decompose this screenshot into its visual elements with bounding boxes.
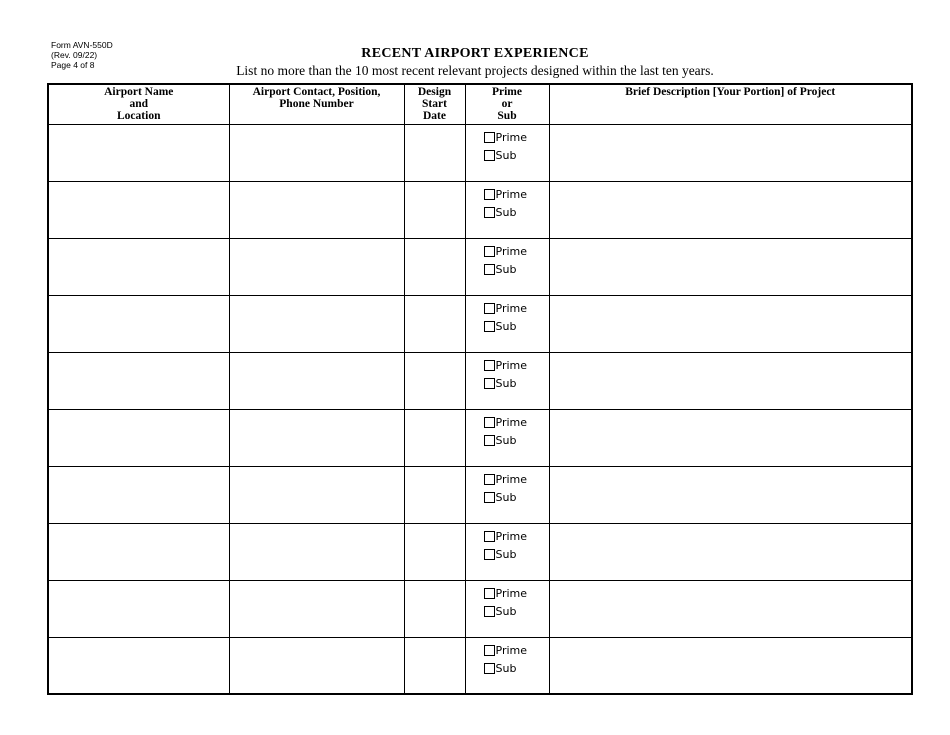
design-start-date-cell[interactable] bbox=[404, 238, 465, 295]
prime-sub-options bbox=[466, 353, 549, 393]
prime-checkbox[interactable] bbox=[484, 474, 495, 485]
sub-option[interactable] bbox=[484, 261, 549, 279]
table-header-row bbox=[48, 84, 912, 124]
prime-or-sub-cell bbox=[465, 124, 549, 181]
airport-name-cell[interactable] bbox=[48, 295, 229, 352]
page-title: RECENT AIRPORT EXPERIENCE bbox=[361, 46, 589, 61]
column-header-start-date bbox=[404, 84, 465, 124]
form-number: Form AVN-550D bbox=[51, 40, 113, 50]
sub-checkbox[interactable] bbox=[484, 207, 495, 218]
prime-or-sub-cell bbox=[465, 295, 549, 352]
prime-sub-options bbox=[466, 581, 549, 621]
prime-option[interactable] bbox=[484, 300, 549, 318]
airport-contact-cell[interactable] bbox=[229, 124, 404, 181]
experience-table bbox=[47, 83, 913, 695]
header-line: Phone Number bbox=[279, 98, 354, 110]
airport-name-cell[interactable] bbox=[48, 124, 229, 181]
table-row bbox=[48, 295, 912, 352]
header-line: or bbox=[501, 98, 513, 110]
sub-checkbox[interactable] bbox=[484, 663, 495, 674]
prime-option[interactable] bbox=[484, 186, 549, 204]
sub-option[interactable] bbox=[484, 204, 549, 222]
project-description-cell[interactable] bbox=[549, 637, 912, 694]
prime-label: Prime bbox=[495, 359, 528, 372]
sub-checkbox[interactable] bbox=[484, 492, 495, 503]
prime-label: Prime bbox=[495, 245, 528, 258]
prime-or-sub-cell bbox=[465, 181, 549, 238]
prime-sub-options bbox=[466, 182, 549, 222]
header-line: Prime bbox=[491, 86, 522, 98]
page-number: Page 4 of 8 bbox=[51, 60, 95, 70]
column-header-contact bbox=[229, 84, 404, 124]
prime-option[interactable] bbox=[484, 585, 549, 603]
sub-checkbox[interactable] bbox=[484, 321, 495, 332]
prime-option[interactable] bbox=[484, 129, 549, 147]
form-revision: (Rev. 09/22) bbox=[51, 50, 98, 60]
sub-checkbox[interactable] bbox=[484, 264, 495, 275]
table-row bbox=[48, 580, 912, 637]
sub-label: Sub bbox=[495, 149, 517, 162]
project-description-cell[interactable] bbox=[549, 409, 912, 466]
table-row bbox=[48, 523, 912, 580]
airport-name-cell[interactable] bbox=[48, 637, 229, 694]
prime-sub-options bbox=[466, 239, 549, 279]
column-header-description bbox=[549, 84, 912, 124]
airport-contact-cell[interactable] bbox=[229, 580, 404, 637]
prime-or-sub-cell bbox=[465, 352, 549, 409]
prime-or-sub-cell bbox=[465, 466, 549, 523]
header-line: Start bbox=[422, 98, 447, 110]
sub-label: Sub bbox=[495, 206, 517, 219]
prime-or-sub-cell bbox=[465, 409, 549, 466]
prime-label: Prime bbox=[495, 302, 528, 315]
project-description-cell[interactable] bbox=[549, 352, 912, 409]
table-row bbox=[48, 181, 912, 238]
header-line: Airport Name bbox=[104, 86, 174, 98]
sub-label: Sub bbox=[495, 605, 517, 618]
prime-checkbox[interactable] bbox=[484, 531, 495, 542]
design-start-date-cell[interactable] bbox=[404, 466, 465, 523]
sub-label: Sub bbox=[495, 662, 517, 675]
prime-sub-options bbox=[466, 467, 549, 507]
prime-checkbox[interactable] bbox=[484, 303, 495, 314]
table-body bbox=[48, 124, 912, 694]
prime-or-sub-cell bbox=[465, 523, 549, 580]
project-description-cell[interactable] bbox=[549, 580, 912, 637]
sub-checkbox[interactable] bbox=[484, 549, 495, 560]
prime-option[interactable] bbox=[484, 357, 549, 375]
sub-option[interactable] bbox=[484, 147, 549, 165]
airport-name-cell[interactable] bbox=[48, 238, 229, 295]
prime-or-sub-cell bbox=[465, 238, 549, 295]
prime-sub-options bbox=[466, 638, 549, 678]
airport-contact-cell[interactable] bbox=[229, 295, 404, 352]
airport-contact-cell[interactable] bbox=[229, 466, 404, 523]
project-description-cell[interactable] bbox=[549, 124, 912, 181]
sub-option[interactable] bbox=[484, 489, 549, 507]
design-start-date-cell[interactable] bbox=[404, 295, 465, 352]
airport-contact-cell[interactable] bbox=[229, 181, 404, 238]
airport-name-cell[interactable] bbox=[48, 409, 229, 466]
prime-option[interactable] bbox=[484, 471, 549, 489]
sub-checkbox[interactable] bbox=[484, 378, 495, 389]
header-line: Brief Description [Your Portion] of Project bbox=[625, 86, 836, 98]
prime-sub-options bbox=[466, 125, 549, 165]
prime-checkbox[interactable] bbox=[484, 360, 495, 371]
sub-checkbox[interactable] bbox=[484, 435, 495, 446]
project-description-cell[interactable] bbox=[549, 295, 912, 352]
prime-checkbox[interactable] bbox=[484, 417, 495, 428]
prime-label: Prime bbox=[495, 473, 528, 486]
header-line: Date bbox=[423, 110, 446, 122]
airport-contact-cell[interactable] bbox=[229, 409, 404, 466]
sub-checkbox[interactable] bbox=[484, 150, 495, 161]
prime-option[interactable] bbox=[484, 528, 549, 546]
project-description-cell[interactable] bbox=[549, 238, 912, 295]
table-row bbox=[48, 466, 912, 523]
project-description-cell[interactable] bbox=[549, 466, 912, 523]
prime-label: Prime bbox=[495, 131, 528, 144]
table-row bbox=[48, 352, 912, 409]
prime-checkbox[interactable] bbox=[484, 645, 495, 656]
prime-option[interactable] bbox=[484, 642, 549, 660]
prime-or-sub-cell bbox=[465, 637, 549, 694]
design-start-date-cell[interactable] bbox=[404, 637, 465, 694]
sub-option[interactable] bbox=[484, 375, 549, 393]
table-row bbox=[48, 124, 912, 181]
prime-sub-options bbox=[466, 524, 549, 564]
table-row bbox=[48, 409, 912, 466]
design-start-date-cell[interactable] bbox=[404, 124, 465, 181]
sub-option[interactable] bbox=[484, 660, 549, 678]
sub-label: Sub bbox=[495, 491, 517, 504]
prime-option[interactable] bbox=[484, 414, 549, 432]
prime-label: Prime bbox=[495, 416, 528, 429]
airport-name-cell[interactable] bbox=[48, 466, 229, 523]
prime-label: Prime bbox=[495, 644, 528, 657]
prime-label: Prime bbox=[495, 188, 528, 201]
page-instructions: List no more than the 10 most recent relevant projects designed within the last ten years. bbox=[236, 63, 714, 78]
project-description-cell[interactable] bbox=[549, 181, 912, 238]
sub-option[interactable] bbox=[484, 546, 549, 564]
prime-sub-options bbox=[466, 296, 549, 336]
design-start-date-cell[interactable] bbox=[404, 523, 465, 580]
prime-checkbox[interactable] bbox=[484, 189, 495, 200]
header-line: Airport Contact, Position, bbox=[252, 86, 381, 98]
header-line: Design bbox=[417, 86, 452, 98]
design-start-date-cell[interactable] bbox=[404, 352, 465, 409]
design-start-date-cell[interactable] bbox=[404, 580, 465, 637]
airport-contact-cell[interactable] bbox=[229, 238, 404, 295]
column-header-prime-or-sub bbox=[465, 84, 549, 124]
sub-option[interactable] bbox=[484, 432, 549, 450]
header-line: and bbox=[129, 98, 149, 110]
sub-option[interactable] bbox=[484, 603, 549, 621]
column-header-airport bbox=[48, 84, 229, 124]
header-line: Location bbox=[117, 110, 161, 122]
design-start-date-cell[interactable] bbox=[404, 409, 465, 466]
project-description-cell[interactable] bbox=[549, 523, 912, 580]
table-row bbox=[48, 637, 912, 694]
prime-checkbox[interactable] bbox=[484, 246, 495, 257]
airport-name-cell[interactable] bbox=[48, 580, 229, 637]
prime-option[interactable] bbox=[484, 243, 549, 261]
design-start-date-cell[interactable] bbox=[404, 181, 465, 238]
airport-name-cell[interactable] bbox=[48, 352, 229, 409]
sub-label: Sub bbox=[495, 263, 517, 276]
airport-contact-cell[interactable] bbox=[229, 637, 404, 694]
prime-label: Prime bbox=[495, 530, 528, 543]
prime-checkbox[interactable] bbox=[484, 132, 495, 143]
sub-label: Sub bbox=[495, 548, 517, 561]
table-row bbox=[48, 238, 912, 295]
prime-or-sub-cell bbox=[465, 580, 549, 637]
sub-label: Sub bbox=[495, 377, 517, 390]
sub-option[interactable] bbox=[484, 318, 549, 336]
airport-name-cell[interactable] bbox=[48, 523, 229, 580]
header-line: Sub bbox=[497, 110, 517, 122]
airport-contact-cell[interactable] bbox=[229, 523, 404, 580]
prime-sub-options bbox=[466, 410, 549, 450]
sub-checkbox[interactable] bbox=[484, 606, 495, 617]
prime-checkbox[interactable] bbox=[484, 588, 495, 599]
sub-label: Sub bbox=[495, 434, 517, 447]
airport-name-cell[interactable] bbox=[48, 181, 229, 238]
airport-contact-cell[interactable] bbox=[229, 352, 404, 409]
sub-label: Sub bbox=[495, 320, 517, 333]
prime-label: Prime bbox=[495, 587, 528, 600]
